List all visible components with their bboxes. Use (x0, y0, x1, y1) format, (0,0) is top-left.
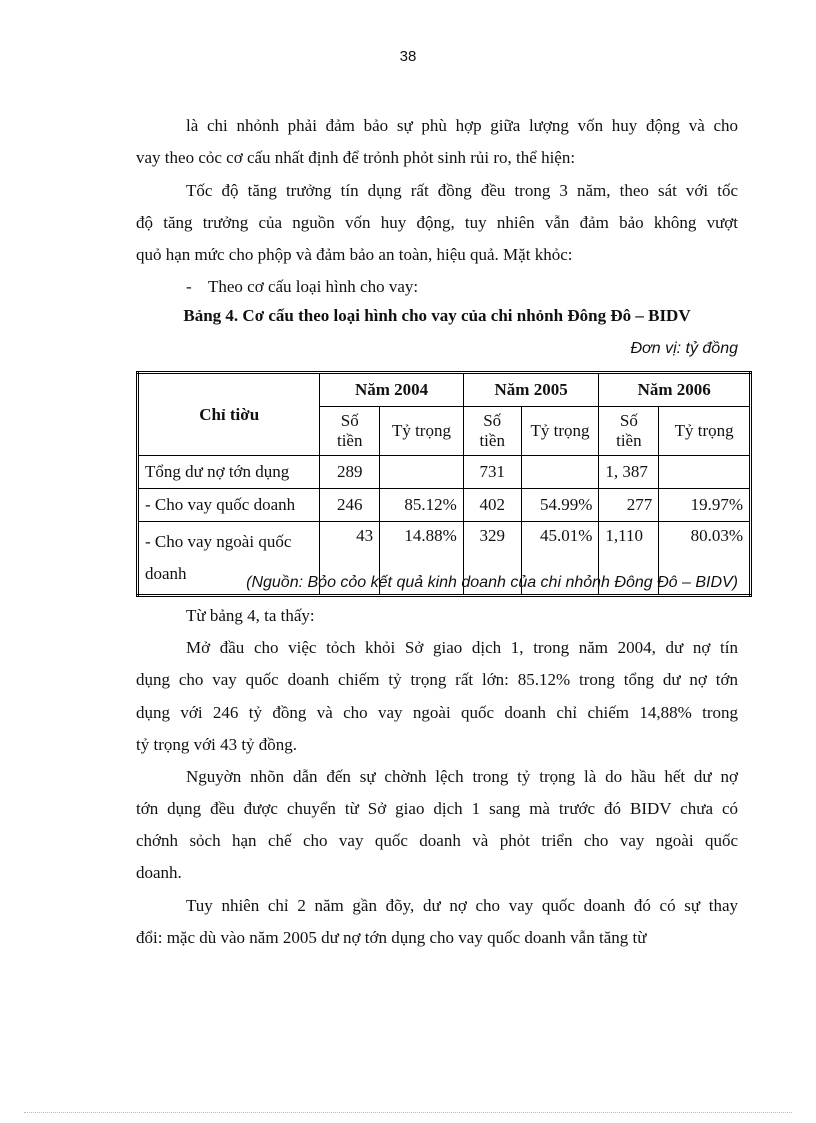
subheader-share: Tỷ trọng (521, 407, 599, 456)
header-year: Năm 2005 (463, 373, 599, 407)
para5-line: Nguyờn nhõn dẫn đến sự chờnh lệch trong tỷ trọng là do hầu hết dư nợ (186, 767, 738, 786)
row-label: - Cho vay quốc doanh (138, 489, 320, 522)
subheader-share: Tỷ trọng (659, 407, 751, 456)
cell (521, 456, 599, 489)
para2-line: Tốc độ tăng trưởng tín dụng rất đồng đều trong 3 năm, theo sát với tốc (186, 181, 738, 200)
page-number: 38 (399, 48, 417, 65)
header-year: Năm 2004 (320, 373, 463, 407)
cell (380, 456, 464, 489)
para5-line: doanh. (136, 863, 182, 882)
cell: 246 (320, 489, 380, 522)
cell: 402 (463, 489, 521, 522)
para5-line: chớnh sỏch hạn chế cho vay quốc doanh và phỏt triển cho vay ngoài quốc (136, 831, 738, 850)
row-label-line: - Cho vay ngoài quốc (145, 532, 292, 551)
bullet-text: Theo cơ cấu loại hình cho vay: (208, 277, 419, 296)
para1-line: vay theo cỏc cơ cấu nhất định để trỏnh phỏt sinh rủi ro, thể hiện: (136, 148, 576, 167)
table-source: (Nguồn: Bỏo cỏo kết quả kinh doanh của chi nhỏnh Đông Đô – BIDV) (246, 574, 738, 591)
cell: 85.12% (380, 489, 464, 522)
cell: 19.97% (659, 489, 751, 522)
subheader-amount: Số tiền (599, 407, 659, 456)
cell: 277 (599, 489, 659, 522)
cell: 14.88% (380, 522, 464, 596)
bullet-dash: - (186, 277, 192, 296)
header-year: Năm 2006 (599, 373, 751, 407)
para3-line: Từ bảng 4, ta thấy: (186, 606, 315, 625)
row-label: Tổng dư nợ tớn dụng (138, 456, 320, 489)
table-row (138, 489, 751, 522)
row-label-line: doanh (145, 564, 187, 583)
cell: 289 (320, 456, 380, 489)
cell: 80.03% (659, 522, 751, 596)
para6-line: Tuy nhiên chỉ 2 năm gần đõy, dư nợ cho vay quốc doanh đó có sự thay (186, 896, 738, 915)
cell: 731 (463, 456, 521, 489)
cell: 54.99% (521, 489, 599, 522)
para4-line: Mở đầu cho việc tỏch khỏi Sở giao dịch 1, trong năm 2004, dư nợ tín (186, 638, 738, 657)
cell: 45.01% (521, 522, 599, 596)
cell: 1, 387 (599, 456, 659, 489)
cell: 1,110 (599, 522, 659, 596)
subheader-share: Tỷ trọng (380, 407, 464, 456)
para6-line: đổi: mặc dù vào năm 2005 dư nợ tớn dụng cho vay quốc doanh vẫn tăng từ (136, 928, 647, 947)
cell (659, 456, 751, 489)
table-header-row (138, 373, 751, 407)
page-bottom-border (24, 1112, 792, 1113)
para2-line: độ tăng trưởng của nguồn vốn huy động, tuy nhiên vẫn đảm bảo không vượt (136, 213, 738, 232)
table-row (138, 456, 751, 489)
subheader-amount: Số tiền (463, 407, 521, 456)
para1-line: là chi nhỏnh phải đảm bảo sự phù hợp giữa lượng vốn huy động và cho (186, 116, 738, 135)
table-caption: Bảng 4. Cơ cấu theo loại hình cho vay của chi nhỏnh Đông Đô – BIDV (183, 306, 691, 325)
header-indicator: Chỉ tiờu (138, 373, 320, 456)
para4-line: dụng với 246 tỷ đồng và cho vay ngoài quốc doanh chỉ chiếm 14,88% trong (136, 703, 738, 722)
subheader-amount: Số tiền (320, 407, 380, 456)
para5-line: tớn dụng đều được chuyển từ Sở giao dịch 1 sang mà trước đó BIDV chưa có (136, 799, 738, 818)
para4-line: dụng cho vay quốc doanh chiếm tỷ trọng rất lớn: 85.12% trong tổng dư nợ tớn (136, 670, 738, 689)
cell: 329 (463, 522, 521, 596)
table-unit: Đơn vị: tỷ đồng (630, 340, 738, 357)
para4-line: tỷ trọng với 43 tỷ đồng. (136, 735, 298, 754)
para2-line: quỏ hạn mức cho phộp và đảm bảo an toàn, hiệu quả. Mặt khỏc: (136, 245, 573, 264)
loan-structure-table (136, 371, 752, 597)
cell: 43 (320, 522, 380, 596)
